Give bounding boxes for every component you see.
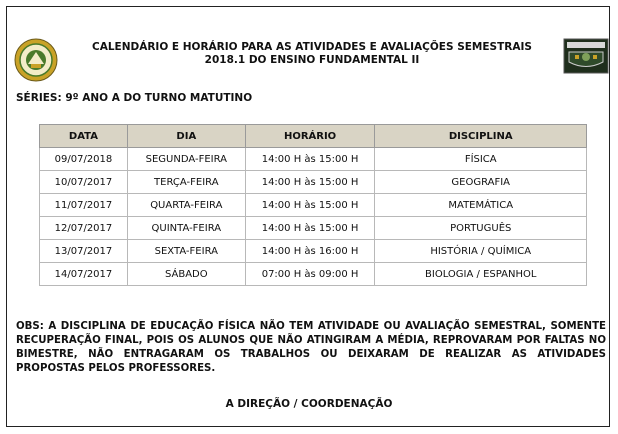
cell-day: SEXTA-FEIRA	[127, 240, 245, 263]
table-row	[40, 171, 587, 194]
cell-day: QUINTA-FEIRA	[127, 217, 245, 240]
school-seal-icon	[14, 38, 58, 82]
table-row	[40, 148, 587, 171]
cell-subject: HISTÓRIA / QUÍMICA	[375, 240, 587, 263]
header-dia: DIA	[127, 125, 245, 148]
cell-time: 07:00 H às 09:00 H	[245, 263, 375, 286]
cell-time: 14:00 H às 15:00 H	[245, 148, 375, 171]
cell-day: SÁBADO	[127, 263, 245, 286]
header-data: DATA	[40, 125, 128, 148]
cell-day: SEGUNDA-FEIRA	[127, 148, 245, 171]
header-disciplina: DISCIPLINA	[375, 125, 587, 148]
schedule-table	[39, 124, 587, 286]
cell-time: 14:00 H às 15:00 H	[245, 217, 375, 240]
cell-date: 13/07/2017	[40, 240, 128, 263]
cell-date: 11/07/2017	[40, 194, 128, 217]
title-line-1: CALENDÁRIO E HORÁRIO PARA AS ATIVIDADES E AVALIAÇÕES SEMESTRAIS	[92, 41, 532, 53]
school-emblem-icon	[563, 38, 609, 74]
cell-time: 14:00 H às 15:00 H	[245, 194, 375, 217]
cell-time: 14:00 H às 16:00 H	[245, 240, 375, 263]
cell-date: 12/07/2017	[40, 217, 128, 240]
table-row	[40, 240, 587, 263]
title-line-2: 2018.1 DO ENSINO FUNDAMENTAL II	[204, 54, 420, 66]
cell-subject: FÍSICA	[375, 148, 587, 171]
table-row	[40, 217, 587, 240]
table-row	[40, 263, 587, 286]
cell-subject: GEOGRAFIA	[375, 171, 587, 194]
cell-date: 14/07/2017	[40, 263, 128, 286]
cell-subject: MATEMÁTICA	[375, 194, 587, 217]
cell-subject: BIOLOGIA / ESPANHOL	[375, 263, 587, 286]
header-horario: HORÁRIO	[245, 125, 375, 148]
signature-footer: A DIREÇÃO / COORDENAÇÃO	[225, 398, 393, 410]
cell-time: 14:00 H às 15:00 H	[245, 171, 375, 194]
cell-subject: PORTUGUÊS	[375, 217, 587, 240]
cell-day: TERÇA-FEIRA	[127, 171, 245, 194]
cell-date: 10/07/2017	[40, 171, 128, 194]
document-title	[62, 41, 562, 67]
table-row	[40, 194, 587, 217]
series-label: SÉRIES: 9º ANO A DO TURNO MATUTINO	[16, 92, 253, 104]
observation-note: OBS: A DISCIPLINA DE EDUCAÇÃO FÍSICA NÃO TEM ATIVIDADE OU AVALIAÇÃO SEMESTRAL, SOMENTE RECUPERAÇÃO FINAL, POIS OS ALUNOS QUE NÃO ATINGIRAM A MÉDIA, REPROVARAM POR FALTAS NO BIMESTRE, NÃO ENTRAGARAM OS TRABALHOS OU DEIXARAM DE REALIZAR AS ATIVIDADES PROPOSTAS PELOS PROFESSORES.	[16, 321, 606, 374]
cell-day: QUARTA-FEIRA	[127, 194, 245, 217]
cell-date: 09/07/2018	[40, 148, 128, 171]
table-header-row	[40, 125, 587, 148]
